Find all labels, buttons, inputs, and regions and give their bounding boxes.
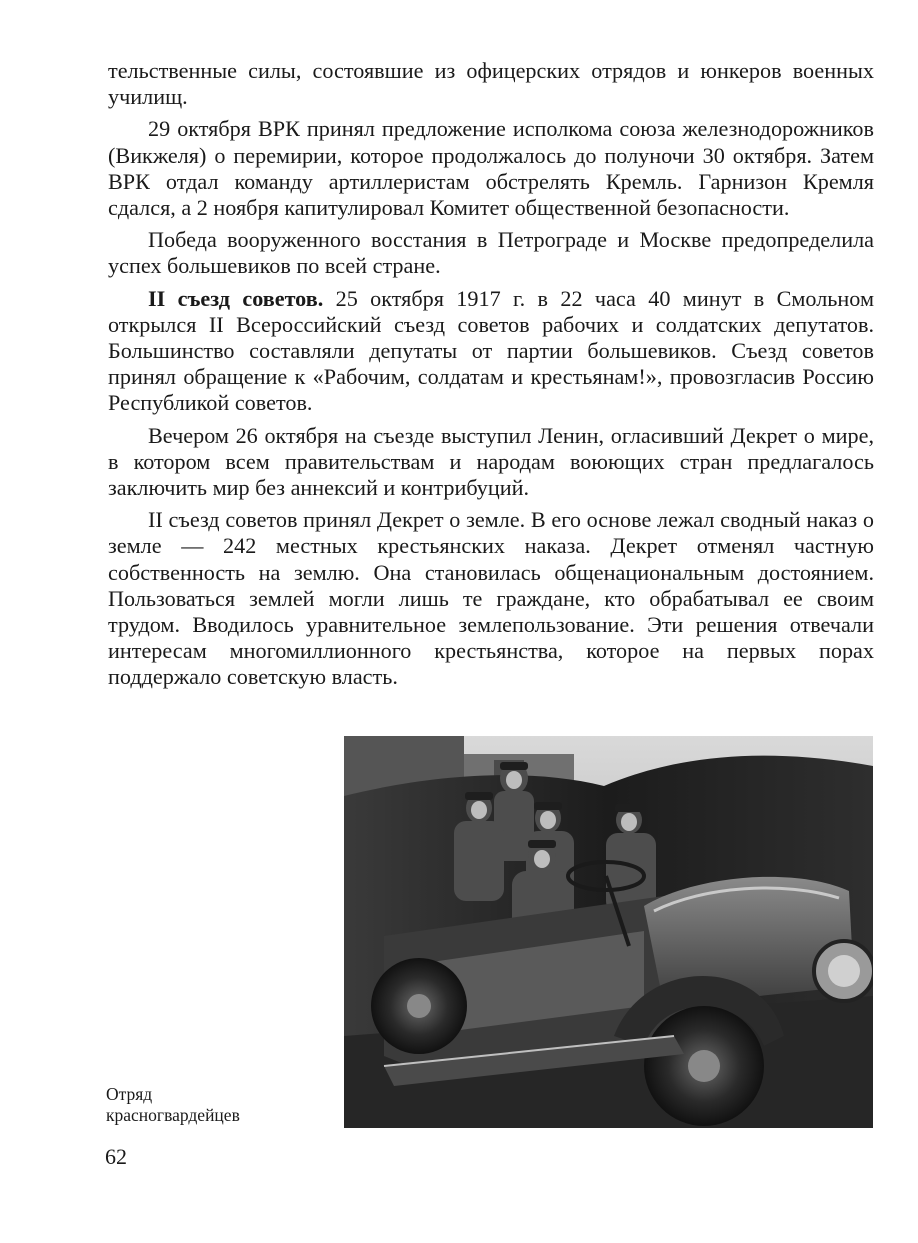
paragraph: 29 октября ВРК принял предложение исполкома союза железнодорожников (Викжеля) о перемирии, которое продолжалось до полуночи 30 октября. Затем ВРК отдал команду артиллеристам обстрелять Кремль. Гарнизон Кремля сдался, а 2 ноября капитулировал Комитет общественной безопасности. <box>108 116 874 221</box>
body-text <box>108 58 874 691</box>
paragraph: II съезд советов принял Декрет о земле. В его основе лежал сводный наказ о земле — 242 местных крестьянских наказа. Декрет отменял частную собственность на землю. Она становилась общенациональным достоянием. Пользоваться землей могли лишь те граждане, кто обрабатывал ее своим трудом. Вводилось уравнительное землепользование. Эти решения отвечали интересам многомиллионного крестьянства, которое на первых порах поддержало советскую власть. <box>108 507 874 690</box>
photograph-red-guards-car <box>344 736 873 1128</box>
page-number: 62 <box>105 1144 127 1169</box>
paragraph: тельственные силы, состоявшие из офицерских отрядов и юнкеров военных училищ. <box>108 58 874 110</box>
caption-line: красногвардейцев <box>106 1104 240 1125</box>
paragraph <box>108 286 874 417</box>
paragraph: Победа вооруженного восстания в Петрограде и Москве предопределила успех большевиков по всей стране. <box>108 227 874 279</box>
section-heading: II съезд советов. <box>148 285 324 311</box>
figure-caption <box>106 1084 326 1125</box>
caption-line: Отряд <box>106 1084 153 1104</box>
paragraph-text: 25 октября 1917 г. в 22 часа 40 минут в Смольном открылся II Всероссийский съезд советов рабочих и солдатских депутатов. Большинство составляли депутаты от партии большевиков. Съезд советов принял обращение к «Рабочим, солдатам и крестьянам!», провозгласив Россию Республикой советов. <box>108 285 874 416</box>
paragraph: Вечером 26 октября на съезде выступил Ленин, огласивший Декрет о мире, в котором всем правительствам и народам воюющих стран предлагалось заключить мир без аннексий и контрибуций. <box>108 422 874 501</box>
